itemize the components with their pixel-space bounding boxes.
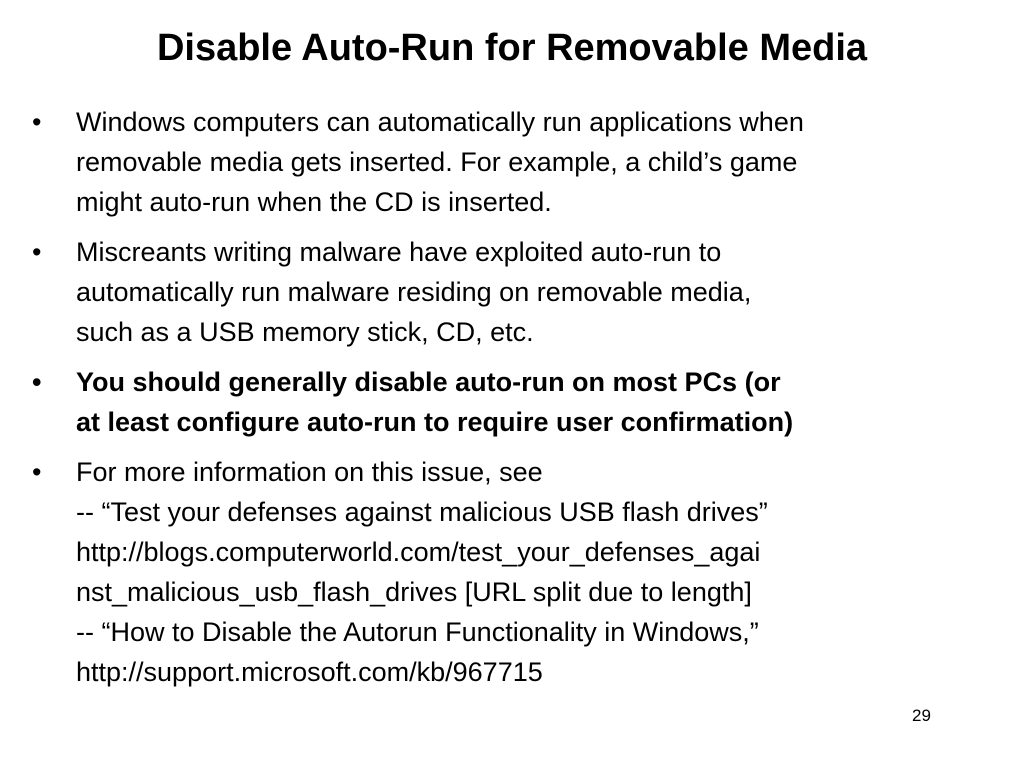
reference-title: -- “How to Disable the Autorun Functionality in Windows,” bbox=[76, 617, 759, 647]
reference-url: nst_malicious_usb_flash_drives [URL split due to length] bbox=[76, 577, 752, 607]
bullet-line: Windows computers can automatically run applications when bbox=[76, 107, 804, 137]
bullet-more-information bbox=[30, 452, 1010, 692]
reference-title: -- “Test your defenses against malicious USB flash drives” bbox=[76, 497, 768, 527]
bullet-dot: • bbox=[32, 457, 42, 487]
slide-title: Disable Auto-Run for Removable Media bbox=[156, 27, 868, 69]
bullet-dot: • bbox=[32, 367, 42, 397]
bullet-line: at least configure auto-run to require user confirmation) bbox=[76, 407, 794, 437]
bullet-line: might auto-run when the CD is inserted. bbox=[76, 187, 552, 217]
bullet-dot: • bbox=[32, 107, 42, 137]
bullet-line: You should generally disable auto-run on most PCs (or bbox=[76, 367, 781, 397]
bullet-list bbox=[30, 102, 1010, 702]
bullet-malware-exploit bbox=[30, 232, 1010, 352]
bullet-dot: • bbox=[32, 237, 42, 267]
bullet-line: automatically run malware residing on removable media, bbox=[76, 277, 752, 307]
bullet-recommendation bbox=[30, 362, 1010, 442]
page-number: 29 bbox=[912, 706, 931, 725]
bullet-line: removable media gets inserted. For example, a child’s game bbox=[76, 147, 798, 177]
reference-url: http://support.microsoft.com/kb/967715 bbox=[76, 657, 543, 687]
bullet-line: such as a USB memory stick, CD, etc. bbox=[76, 317, 534, 347]
bullet-line: Miscreants writing malware have exploited auto-run to bbox=[76, 237, 722, 267]
bullet-line: For more information on this issue, see bbox=[76, 457, 543, 487]
bullet-autorun-behavior bbox=[30, 102, 1010, 222]
reference-url: http://blogs.computerworld.com/test_your_defenses_agai bbox=[76, 537, 761, 567]
